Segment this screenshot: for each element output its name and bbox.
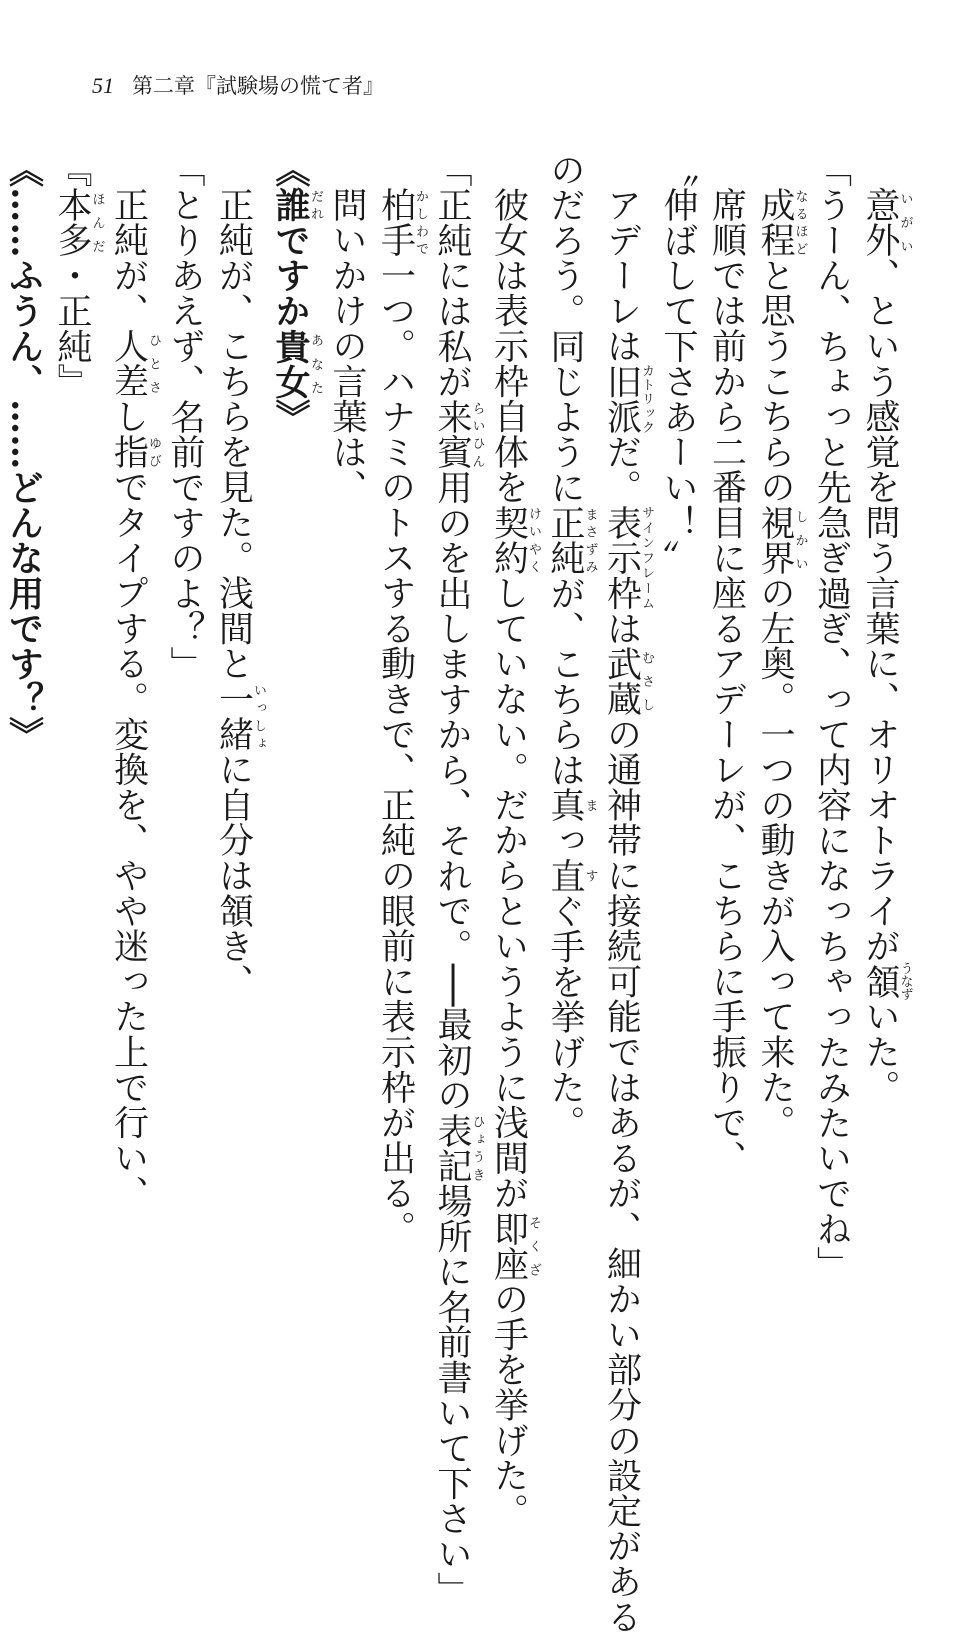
furigana-word bbox=[601, 363, 654, 435]
furigana-word bbox=[108, 328, 161, 399]
furigana-word bbox=[432, 399, 485, 470]
ruby-reading: ほんだ bbox=[89, 187, 105, 258]
text-run: 《 bbox=[270, 152, 311, 188]
text-run: 問いかけの言葉は、 bbox=[327, 187, 367, 505]
furigana-word bbox=[755, 187, 808, 258]
text-run: 用のを出しますから、それで。──最初の bbox=[432, 469, 472, 1113]
furigana-word bbox=[213, 681, 266, 752]
furigana-word bbox=[270, 328, 323, 400]
furigana-word bbox=[601, 645, 654, 717]
text-run: だ。 bbox=[601, 434, 642, 505]
text-run: っ bbox=[545, 822, 585, 859]
text-line bbox=[654, 152, 703, 1352]
furigana-word bbox=[432, 1112, 485, 1184]
ruby-reading: ま bbox=[582, 787, 598, 823]
ruby-reading: まさずみ bbox=[582, 505, 598, 576]
text-run: アデーレは bbox=[601, 187, 642, 364]
text-run: 》 bbox=[270, 399, 311, 435]
text-run: が、こちらは bbox=[545, 575, 585, 788]
text-run: していない。だからというように浅間が bbox=[488, 575, 529, 1211]
text-run: の左奥。一つの動きが入って来た。 bbox=[755, 575, 795, 1141]
furigana-word bbox=[270, 187, 323, 223]
text-run: いた。 bbox=[860, 998, 900, 1105]
ruby-base: 直 bbox=[545, 858, 585, 894]
furigana-word bbox=[755, 504, 808, 576]
text-run: の通神帯に接続可能ではあるが、細かい部分の設定がある bbox=[601, 716, 642, 1634]
text-line bbox=[48, 152, 105, 1352]
ruby-base: 正純 bbox=[545, 505, 585, 576]
text-run: 《……ふうん、……どんな用です？》 bbox=[3, 152, 45, 753]
text-line bbox=[484, 152, 541, 1529]
ruby-base: 人差 bbox=[108, 328, 149, 399]
text-run: は bbox=[601, 610, 642, 646]
ruby-base: 成程 bbox=[755, 187, 795, 258]
text-run: し bbox=[108, 398, 149, 435]
furigana-word bbox=[545, 787, 598, 823]
text-line bbox=[856, 152, 913, 1352]
text-run: 正純が、こちらを見た。浅間と bbox=[213, 187, 254, 682]
furigana-word bbox=[108, 434, 161, 470]
ruby-reading: けいやく bbox=[526, 504, 541, 576]
ruby-reading: かしわで bbox=[413, 187, 428, 258]
text-run: ・正純』 bbox=[52, 257, 92, 400]
ruby-base: 武蔵 bbox=[601, 645, 642, 717]
ruby-base: 契約 bbox=[488, 504, 529, 576]
text-run: に自分は頷き、 bbox=[213, 751, 254, 999]
ruby-reading: そくざ bbox=[526, 1210, 541, 1282]
text-run: のだろう。同じように bbox=[545, 152, 585, 505]
text-run: 場所に名前書いて下さい」 bbox=[432, 1183, 472, 1607]
ruby-reading: だれ bbox=[308, 187, 323, 223]
text-run: の手を挙げた。 bbox=[488, 1281, 529, 1529]
text-run: 〝伸ばして下さあーい！〟 bbox=[658, 152, 698, 576]
ruby-base: 頷 bbox=[860, 961, 900, 1001]
ruby-reading: むさし bbox=[639, 645, 654, 717]
ruby-base: 真 bbox=[545, 787, 585, 823]
ruby-base: 誰 bbox=[270, 187, 311, 223]
text-run: 「正純には私が bbox=[432, 152, 472, 400]
text-line bbox=[597, 152, 654, 1634]
text-run: でタイプする。変換を、やや迷った上で行い、 bbox=[108, 469, 149, 1211]
text-run: ぐ手を挙げた。 bbox=[545, 893, 585, 1141]
ruby-base: 視界 bbox=[755, 504, 795, 576]
text-line bbox=[323, 152, 372, 1352]
ruby-reading: いがい bbox=[897, 187, 913, 258]
text-run: 『 bbox=[52, 152, 92, 188]
text-line bbox=[428, 152, 485, 1607]
ruby-reading: ひとさ bbox=[146, 328, 161, 399]
ruby-reading: カトリック bbox=[639, 363, 654, 435]
ruby-base: 指 bbox=[108, 434, 149, 470]
text-line bbox=[371, 152, 428, 1352]
text-line bbox=[807, 152, 856, 1352]
text-line bbox=[541, 152, 598, 1352]
chapter-title: 第二章『試験場の慌て者』 bbox=[132, 74, 384, 98]
ruby-reading: いっしょ bbox=[251, 681, 266, 752]
ruby-reading: らいひん bbox=[469, 399, 485, 470]
ruby-reading: ひょうき bbox=[469, 1112, 485, 1184]
text-line bbox=[266, 152, 323, 1352]
ruby-reading: なるほど bbox=[792, 187, 808, 258]
text-line bbox=[751, 152, 808, 1352]
text-run: と思うこちらの bbox=[755, 257, 795, 505]
ruby-reading: うなず bbox=[897, 961, 913, 1001]
furigana-word bbox=[860, 961, 913, 1001]
text-run: 一つ。ハナミのトスする動きで、正純の眼前に表示枠が出る。 bbox=[375, 257, 416, 1247]
furigana-word bbox=[375, 187, 428, 258]
ruby-base: 表記 bbox=[432, 1112, 472, 1184]
furigana-word bbox=[545, 505, 598, 576]
text-run: 、という感覚を問う言葉に、オリオトライが bbox=[860, 257, 900, 964]
furigana-word bbox=[601, 504, 654, 611]
text-run: 彼女は表示枠自体を bbox=[488, 187, 529, 505]
ruby-reading: サインフレーム bbox=[639, 504, 654, 611]
ruby-base: 来賓 bbox=[432, 399, 472, 470]
page-number: 51 bbox=[92, 73, 114, 98]
ruby-reading: あなた bbox=[308, 328, 323, 400]
text-line bbox=[0, 152, 48, 1352]
ruby-base: 貴女 bbox=[270, 328, 311, 400]
text-run: 「とりあえず、名前ですのよ？」 bbox=[165, 152, 205, 682]
ruby-base: 本多 bbox=[52, 187, 92, 258]
page-header bbox=[92, 70, 384, 100]
furigana-word bbox=[488, 504, 541, 576]
text-run: ですか bbox=[270, 222, 311, 329]
furigana-word bbox=[488, 1210, 541, 1282]
text-run: 席順では前から二番目に座るアデーレが、こちらに手振りで、 bbox=[706, 187, 747, 1176]
ruby-base: 旧派 bbox=[601, 363, 642, 435]
ruby-base: 意外 bbox=[860, 187, 900, 258]
ruby-base: 柏手 bbox=[375, 187, 416, 258]
furigana-word bbox=[52, 187, 105, 258]
ruby-reading: す bbox=[582, 858, 598, 894]
text-run: 「うーん、ちょっと先急ぎ過ぎ、って内容になっちゃったみたいでね」 bbox=[811, 152, 852, 1282]
furigana-word bbox=[545, 858, 598, 894]
vertical-text-body bbox=[3, 152, 913, 1634]
ruby-reading: ゆび bbox=[146, 434, 161, 470]
ruby-reading: しかい bbox=[792, 504, 808, 576]
text-line bbox=[161, 152, 210, 1352]
text-line bbox=[104, 152, 161, 1352]
ruby-base: 一緒 bbox=[213, 681, 254, 752]
ruby-base: 即座 bbox=[488, 1210, 529, 1282]
ruby-base: 表示枠 bbox=[601, 504, 642, 611]
furigana-word bbox=[860, 187, 913, 258]
text-line bbox=[209, 152, 266, 1352]
text-line bbox=[702, 152, 751, 1352]
text-run: 正純が、 bbox=[108, 187, 149, 329]
